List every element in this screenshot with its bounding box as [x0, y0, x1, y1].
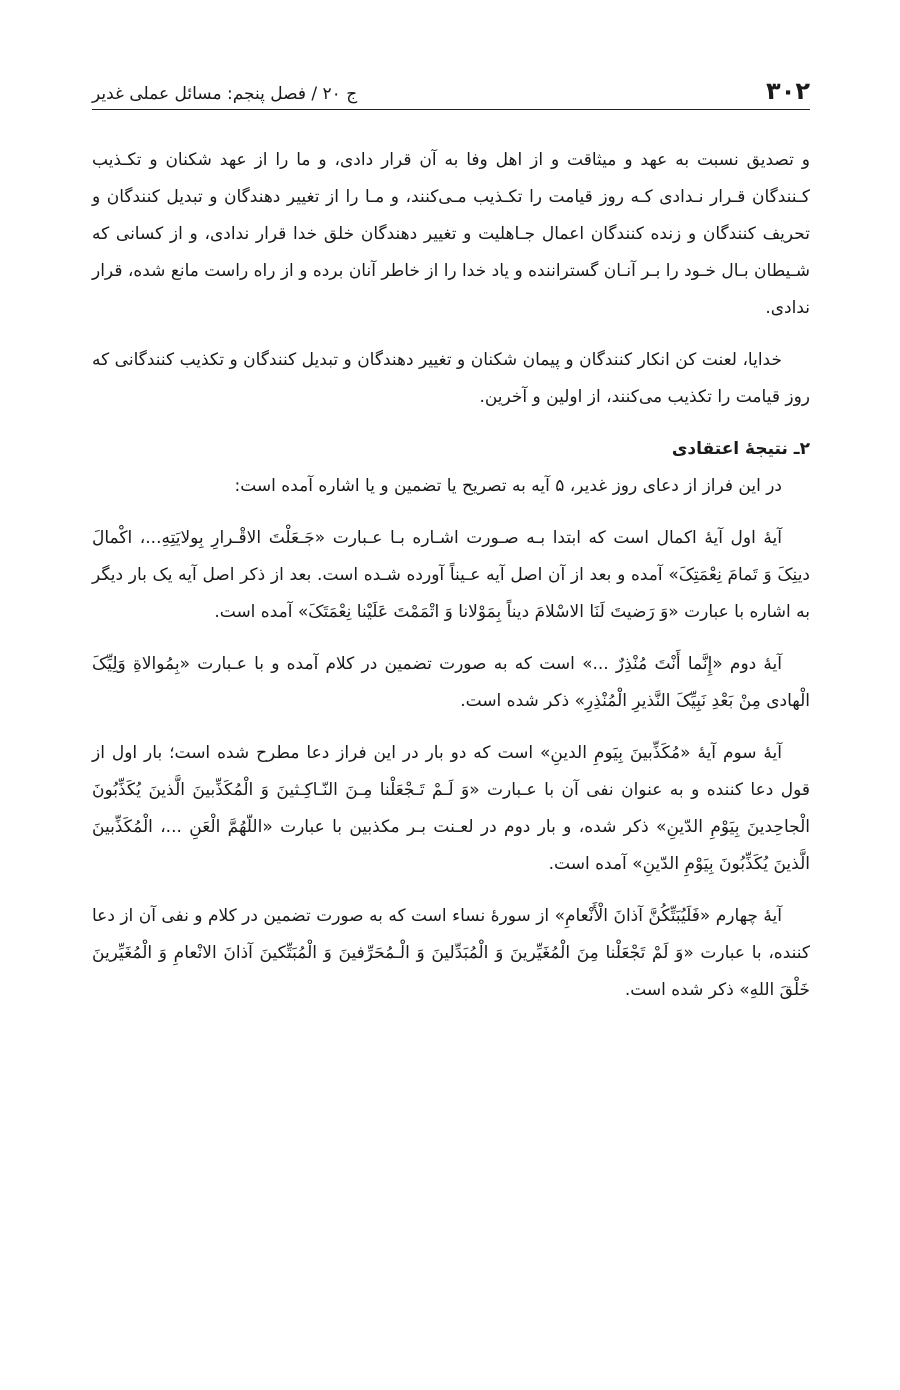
book-page	[92, 0, 810, 1390]
paragraph-5: آیهٔ دوم «إِنَّما أَنْتَ مُنْذِرٌ ...» است که به صورت تضمین در کلام آمده و با عـبارت «بِمُوالاةِ وَلِیِّکَ الْهادی مِنْ بَعْدِ نَبِیِّکَ النَّذیرِ الْمُنْذِرِ» ذکر شده است.	[92, 654, 810, 711]
paragraph-2: خدایا، لعنت کن انکار کنندگان و پیمان شکنان و تغییر دهندگان و تبدیل کنندگان و تکذیب کنندگانی که روز قیامت را تکذیب می‌کنند، از اولین و آخرین.	[92, 350, 810, 407]
page-number: ۳۰۲	[766, 77, 810, 105]
paragraph-6: آیهٔ سوم آیهٔ «مُکَذِّبینَ بِیَومِ الدینِ» است که دو بار در این فراز دعا مطرح شده است؛ بار اول از قول دعا کننده و به عنوان نفی آن با عـبارت «وَ لَـمْ تَـجْعَلْنا مِـنَ النّـاکِـثینَ وَ الْمُکَذِّبینَ الَّذینَ یُکَذِّبُونَ الْجاحِدینَ بِیَوْمِ الدّینِ» ذکر شده، و بار دوم در لعـنت بـر مکذبین با عبارت «اللّهُمَّ الْعَنِ ...، الْمُکَذِّبینَ الَّذینَ یُکَذِّبُونَ بِیَوْمِ الدّینِ» آمده است.	[92, 743, 810, 874]
section-heading: ۲ـ نتیجهٔ اعتقادی	[671, 439, 810, 459]
paragraph-1: و تصدیق نسبت به عهد و میثاقت و از اهل وفا به آن قرار دادی، و ما را از عهد شکنان و تکـذیب کـنندگان قـرار نـدادی کـه روز قیامت را تکـذیب مـی‌کنند، و مـا را از تغییر دهندگان و تبدیل کنندگان و تحریف کنندگان و زنده کنندگان اعمال جـاهلیت و تغییر دهندگان خلق خدا قرار ندادی، و از کسانی که شـیطان بـال خـود را بـر آنـان گستراننده و یاد خدا را از خاطر آنان برده و از راه راست مانع شده، قرار ندادی.	[92, 150, 810, 318]
paragraph-7: آیهٔ چهارم «فَلَیُبَتِّکُنَّ آذانَ الْأَنْعامِ» از سورهٔ نساء است که به صورت تضمین در کلام و نفی آن از دعا کننده، با عبارت «وَ لَمْ تَجْعَلْنا مِنَ الْمُغَیِّرینَ وَ الْمُبَدِّلینَ وَ الْـمُحَرِّفینَ وَ الْمُبَتِّکینَ آذانَ الانْعامِ وَ الْمُغَیِّرینَ خَلْقَ اللهِ» ذکر شده است.	[92, 906, 810, 1000]
page-body	[92, 142, 810, 1024]
running-title: ج ۲۰ / فصل پنجم: مسائل عملی غدیر	[92, 84, 358, 104]
paragraph-4: آیهٔ اول آیهٔ اکمال است که ابتدا بـه صـورت اشـاره بـا عـبارت «جَـعَلْتَ الاقْـرارِ بِولایَتِهِ...، اکْمالَ دینِکَ وَ تَمامَ نِعْمَتِکَ» آمده و بعد از آن اصل آیه عـیناً آورده شـده است. بعد از ذکر اصل آیه یک بار دیگر به اشاره با عبارت «وَ رَضیتَ لَنَا الاسْلامَ دیناً بِمَوْلانا وَ اتْمَمْتَ عَلَیْنا نِعْمَتَکَ» آمده است.	[92, 528, 810, 622]
paragraph-3: در این فراز از دعای روز غدیر، ۵ آیه به تصریح یا تضمین و یا اشاره آمده است:	[234, 476, 782, 496]
page-header	[92, 68, 810, 110]
